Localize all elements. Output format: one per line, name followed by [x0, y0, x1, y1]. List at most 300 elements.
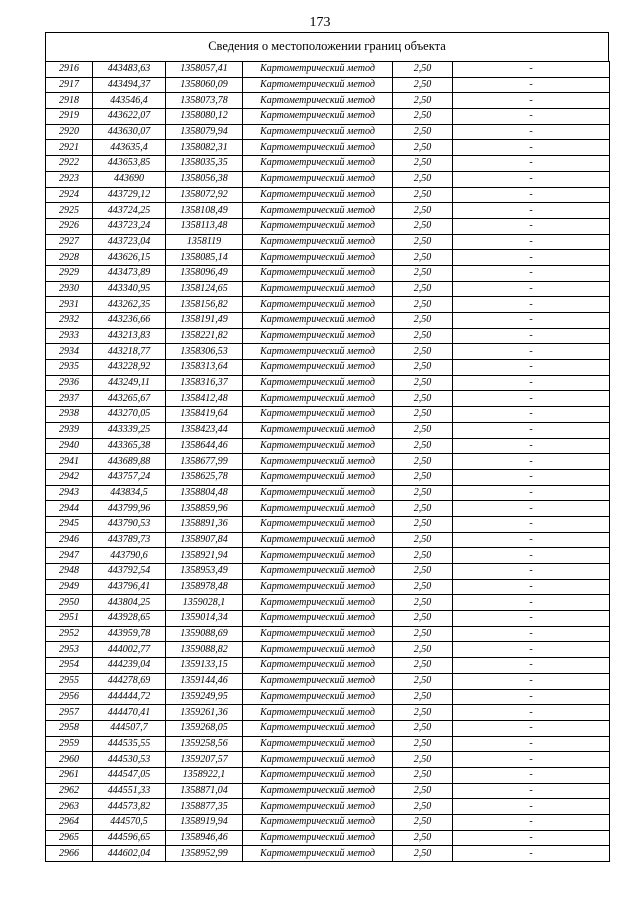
point-number-cell: 2928	[46, 250, 93, 266]
method-cell: Картометрический метод	[243, 799, 393, 815]
method-cell: Картометрический метод	[243, 736, 393, 752]
description-cell: -	[453, 752, 610, 768]
table-row	[46, 501, 610, 517]
x-coordinate-cell: 443723,04	[93, 234, 166, 250]
method-cell: Картометрический метод	[243, 767, 393, 783]
y-coordinate-cell: 1358677,99	[166, 454, 243, 470]
table-row	[46, 548, 610, 564]
table-row	[46, 736, 610, 752]
method-cell: Картометрический метод	[243, 344, 393, 360]
method-cell: Картометрический метод	[243, 720, 393, 736]
description-cell: -	[453, 736, 610, 752]
description-cell: -	[453, 846, 610, 862]
description-cell: -	[453, 265, 610, 281]
accuracy-cell: 2,50	[393, 673, 453, 689]
method-cell: Картометрический метод	[243, 234, 393, 250]
x-coordinate-cell: 443494,37	[93, 77, 166, 93]
y-coordinate-cell: 1358124,65	[166, 281, 243, 297]
description-cell: -	[453, 689, 610, 705]
table-row	[46, 156, 610, 172]
table-row	[46, 360, 610, 376]
method-cell: Картометрический метод	[243, 438, 393, 454]
description-cell: -	[453, 62, 610, 78]
method-cell: Картометрический метод	[243, 485, 393, 501]
boundary-table-sheet	[45, 32, 609, 862]
method-cell: Картометрический метод	[243, 422, 393, 438]
y-coordinate-cell: 1358877,35	[166, 799, 243, 815]
method-cell: Картометрический метод	[243, 407, 393, 423]
description-cell: -	[453, 579, 610, 595]
method-cell: Картометрический метод	[243, 109, 393, 125]
x-coordinate-cell: 444278,69	[93, 673, 166, 689]
point-number-cell: 2929	[46, 265, 93, 281]
table-row	[46, 611, 610, 627]
accuracy-cell: 2,50	[393, 689, 453, 705]
x-coordinate-cell: 443622,07	[93, 109, 166, 125]
method-cell: Картометрический метод	[243, 501, 393, 517]
y-coordinate-cell: 1358306,53	[166, 344, 243, 360]
table-body	[46, 62, 610, 862]
accuracy-cell: 2,50	[393, 767, 453, 783]
table-row	[46, 407, 610, 423]
accuracy-cell: 2,50	[393, 454, 453, 470]
table-row	[46, 783, 610, 799]
accuracy-cell: 2,50	[393, 642, 453, 658]
description-cell: -	[453, 187, 610, 203]
table-row	[46, 265, 610, 281]
accuracy-cell: 2,50	[393, 344, 453, 360]
table-row	[46, 689, 610, 705]
point-number-cell: 2951	[46, 611, 93, 627]
accuracy-cell: 2,50	[393, 187, 453, 203]
y-coordinate-cell: 1358073,78	[166, 93, 243, 109]
table-row	[46, 626, 610, 642]
accuracy-cell: 2,50	[393, 736, 453, 752]
description-cell: -	[453, 422, 610, 438]
description-cell: -	[453, 815, 610, 831]
y-coordinate-cell: 1358952,99	[166, 846, 243, 862]
x-coordinate-cell: 443834,5	[93, 485, 166, 501]
x-coordinate-cell: 444547,05	[93, 767, 166, 783]
y-coordinate-cell: 1358113,48	[166, 218, 243, 234]
x-coordinate-cell: 443630,07	[93, 124, 166, 140]
accuracy-cell: 2,50	[393, 658, 453, 674]
description-cell: -	[453, 156, 610, 172]
method-cell: Картометрический метод	[243, 187, 393, 203]
method-cell: Картометрический метод	[243, 375, 393, 391]
accuracy-cell: 2,50	[393, 140, 453, 156]
point-number-cell: 2965	[46, 830, 93, 846]
table-row	[46, 815, 610, 831]
description-cell: -	[453, 454, 610, 470]
accuracy-cell: 2,50	[393, 830, 453, 846]
y-coordinate-cell: 1359028,1	[166, 595, 243, 611]
x-coordinate-cell: 443626,15	[93, 250, 166, 266]
x-coordinate-cell: 444573,82	[93, 799, 166, 815]
description-cell: -	[453, 438, 610, 454]
description-cell: -	[453, 313, 610, 329]
point-number-cell: 2964	[46, 815, 93, 831]
y-coordinate-cell: 1358072,92	[166, 187, 243, 203]
y-coordinate-cell: 1358412,48	[166, 391, 243, 407]
point-number-cell: 2960	[46, 752, 93, 768]
accuracy-cell: 2,50	[393, 422, 453, 438]
x-coordinate-cell: 444535,55	[93, 736, 166, 752]
description-cell: -	[453, 234, 610, 250]
method-cell: Картометрический метод	[243, 77, 393, 93]
x-coordinate-cell: 443729,12	[93, 187, 166, 203]
accuracy-cell: 2,50	[393, 93, 453, 109]
table-row	[46, 720, 610, 736]
description-cell: -	[453, 767, 610, 783]
y-coordinate-cell: 1358922,1	[166, 767, 243, 783]
table-row	[46, 752, 610, 768]
table-row	[46, 767, 610, 783]
description-cell: -	[453, 485, 610, 501]
table-row	[46, 422, 610, 438]
point-number-cell: 2937	[46, 391, 93, 407]
x-coordinate-cell: 443653,85	[93, 156, 166, 172]
table-row	[46, 328, 610, 344]
x-coordinate-cell: 443928,65	[93, 611, 166, 627]
y-coordinate-cell: 1358316,37	[166, 375, 243, 391]
point-number-cell: 2945	[46, 516, 93, 532]
point-number-cell: 2927	[46, 234, 93, 250]
accuracy-cell: 2,50	[393, 109, 453, 125]
accuracy-cell: 2,50	[393, 626, 453, 642]
accuracy-cell: 2,50	[393, 328, 453, 344]
method-cell: Картометрический метод	[243, 469, 393, 485]
y-coordinate-cell: 1359207,57	[166, 752, 243, 768]
method-cell: Картометрический метод	[243, 265, 393, 281]
method-cell: Картометрический метод	[243, 705, 393, 721]
table-row	[46, 516, 610, 532]
accuracy-cell: 2,50	[393, 846, 453, 862]
method-cell: Картометрический метод	[243, 218, 393, 234]
point-number-cell: 2925	[46, 203, 93, 219]
description-cell: -	[453, 93, 610, 109]
point-number-cell: 2931	[46, 297, 93, 313]
x-coordinate-cell: 443959,78	[93, 626, 166, 642]
accuracy-cell: 2,50	[393, 720, 453, 736]
description-cell: -	[453, 611, 610, 627]
method-cell: Картометрический метод	[243, 360, 393, 376]
x-coordinate-cell: 443265,67	[93, 391, 166, 407]
point-number-cell: 2934	[46, 344, 93, 360]
x-coordinate-cell: 443789,73	[93, 532, 166, 548]
table-row	[46, 140, 610, 156]
x-coordinate-cell: 444002,77	[93, 642, 166, 658]
method-cell: Картометрический метод	[243, 564, 393, 580]
table-row	[46, 109, 610, 125]
table-row	[46, 595, 610, 611]
point-number-cell: 2940	[46, 438, 93, 454]
description-cell: -	[453, 203, 610, 219]
y-coordinate-cell: 1358644,46	[166, 438, 243, 454]
y-coordinate-cell: 1358953,49	[166, 564, 243, 580]
table-row	[46, 77, 610, 93]
y-coordinate-cell: 1358080,12	[166, 109, 243, 125]
point-number-cell: 2916	[46, 62, 93, 78]
table-row	[46, 391, 610, 407]
y-coordinate-cell: 1359014,34	[166, 611, 243, 627]
point-number-cell: 2932	[46, 313, 93, 329]
point-number-cell: 2953	[46, 642, 93, 658]
point-number-cell: 2947	[46, 548, 93, 564]
table-row	[46, 234, 610, 250]
point-number-cell: 2957	[46, 705, 93, 721]
description-cell: -	[453, 140, 610, 156]
accuracy-cell: 2,50	[393, 265, 453, 281]
description-cell: -	[453, 548, 610, 564]
x-coordinate-cell: 443262,35	[93, 297, 166, 313]
point-number-cell: 2962	[46, 783, 93, 799]
description-cell: -	[453, 344, 610, 360]
y-coordinate-cell: 1358221,82	[166, 328, 243, 344]
x-coordinate-cell: 443799,96	[93, 501, 166, 517]
method-cell: Картометрический метод	[243, 281, 393, 297]
y-coordinate-cell: 1358057,41	[166, 62, 243, 78]
method-cell: Картометрический метод	[243, 830, 393, 846]
point-number-cell: 2930	[46, 281, 93, 297]
point-number-cell: 2959	[46, 736, 93, 752]
method-cell: Картометрический метод	[243, 124, 393, 140]
method-cell: Картометрический метод	[243, 203, 393, 219]
table-row	[46, 564, 610, 580]
point-number-cell: 2950	[46, 595, 93, 611]
accuracy-cell: 2,50	[393, 501, 453, 517]
y-coordinate-cell: 1358804,48	[166, 485, 243, 501]
x-coordinate-cell: 443804,25	[93, 595, 166, 611]
point-number-cell: 2958	[46, 720, 93, 736]
accuracy-cell: 2,50	[393, 203, 453, 219]
y-coordinate-cell: 1359249,95	[166, 689, 243, 705]
accuracy-cell: 2,50	[393, 815, 453, 831]
accuracy-cell: 2,50	[393, 752, 453, 768]
table-row	[46, 469, 610, 485]
table-row	[46, 673, 610, 689]
point-number-cell: 2944	[46, 501, 93, 517]
description-cell: -	[453, 658, 610, 674]
accuracy-cell: 2,50	[393, 391, 453, 407]
y-coordinate-cell: 1359268,05	[166, 720, 243, 736]
x-coordinate-cell: 443365,38	[93, 438, 166, 454]
x-coordinate-cell: 443270,05	[93, 407, 166, 423]
x-coordinate-cell: 444570,5	[93, 815, 166, 831]
description-cell: -	[453, 250, 610, 266]
x-coordinate-cell: 443790,53	[93, 516, 166, 532]
point-number-cell: 2917	[46, 77, 93, 93]
description-cell: -	[453, 516, 610, 532]
accuracy-cell: 2,50	[393, 313, 453, 329]
description-cell: -	[453, 77, 610, 93]
method-cell: Картометрический метод	[243, 846, 393, 862]
accuracy-cell: 2,50	[393, 705, 453, 721]
accuracy-cell: 2,50	[393, 564, 453, 580]
x-coordinate-cell: 443690	[93, 171, 166, 187]
accuracy-cell: 2,50	[393, 799, 453, 815]
description-cell: -	[453, 375, 610, 391]
point-number-cell: 2935	[46, 360, 93, 376]
x-coordinate-cell: 443689,88	[93, 454, 166, 470]
y-coordinate-cell: 1359133,15	[166, 658, 243, 674]
accuracy-cell: 2,50	[393, 124, 453, 140]
x-coordinate-cell: 443796,41	[93, 579, 166, 595]
point-number-cell: 2922	[46, 156, 93, 172]
point-number-cell: 2938	[46, 407, 93, 423]
y-coordinate-cell: 1358079,94	[166, 124, 243, 140]
point-number-cell: 2954	[46, 658, 93, 674]
method-cell: Картометрический метод	[243, 642, 393, 658]
table-row	[46, 250, 610, 266]
accuracy-cell: 2,50	[393, 218, 453, 234]
x-coordinate-cell: 443249,11	[93, 375, 166, 391]
accuracy-cell: 2,50	[393, 375, 453, 391]
table-row	[46, 187, 610, 203]
y-coordinate-cell: 1358423,44	[166, 422, 243, 438]
method-cell: Картометрический метод	[243, 689, 393, 705]
y-coordinate-cell: 1358891,36	[166, 516, 243, 532]
table-row	[46, 218, 610, 234]
description-cell: -	[453, 830, 610, 846]
y-coordinate-cell: 1358419,64	[166, 407, 243, 423]
point-number-cell: 2939	[46, 422, 93, 438]
point-number-cell: 2961	[46, 767, 93, 783]
accuracy-cell: 2,50	[393, 77, 453, 93]
table-row	[46, 171, 610, 187]
accuracy-cell: 2,50	[393, 532, 453, 548]
table-row	[46, 313, 610, 329]
accuracy-cell: 2,50	[393, 595, 453, 611]
method-cell: Картометрический метод	[243, 611, 393, 627]
method-cell: Картометрический метод	[243, 532, 393, 548]
y-coordinate-cell: 1358946,46	[166, 830, 243, 846]
table-row	[46, 642, 610, 658]
description-cell: -	[453, 799, 610, 815]
method-cell: Картометрический метод	[243, 516, 393, 532]
x-coordinate-cell: 443790,6	[93, 548, 166, 564]
accuracy-cell: 2,50	[393, 485, 453, 501]
x-coordinate-cell: 444444,72	[93, 689, 166, 705]
y-coordinate-cell: 1358313,64	[166, 360, 243, 376]
table-row	[46, 579, 610, 595]
x-coordinate-cell: 443757,24	[93, 469, 166, 485]
table-row	[46, 846, 610, 862]
method-cell: Картометрический метод	[243, 62, 393, 78]
y-coordinate-cell: 1359261,36	[166, 705, 243, 721]
x-coordinate-cell: 443218,77	[93, 344, 166, 360]
method-cell: Картометрический метод	[243, 626, 393, 642]
point-number-cell: 2948	[46, 564, 93, 580]
accuracy-cell: 2,50	[393, 281, 453, 297]
method-cell: Картометрический метод	[243, 328, 393, 344]
description-cell: -	[453, 218, 610, 234]
point-number-cell: 2926	[46, 218, 93, 234]
accuracy-cell: 2,50	[393, 407, 453, 423]
y-coordinate-cell: 1358907,84	[166, 532, 243, 548]
point-number-cell: 2933	[46, 328, 93, 344]
point-number-cell: 2920	[46, 124, 93, 140]
x-coordinate-cell: 443339,25	[93, 422, 166, 438]
method-cell: Картометрический метод	[243, 454, 393, 470]
accuracy-cell: 2,50	[393, 297, 453, 313]
x-coordinate-cell: 444551,33	[93, 783, 166, 799]
description-cell: -	[453, 595, 610, 611]
x-coordinate-cell: 443546,4	[93, 93, 166, 109]
description-cell: -	[453, 281, 610, 297]
table-row	[46, 297, 610, 313]
page-number: 173	[309, 15, 331, 30]
description-cell: -	[453, 532, 610, 548]
method-cell: Картометрический метод	[243, 313, 393, 329]
y-coordinate-cell: 1358056,38	[166, 171, 243, 187]
method-cell: Картометрический метод	[243, 579, 393, 595]
method-cell: Картометрический метод	[243, 658, 393, 674]
description-cell: -	[453, 469, 610, 485]
x-coordinate-cell: 443236,66	[93, 313, 166, 329]
point-number-cell: 2936	[46, 375, 93, 391]
x-coordinate-cell: 443724,25	[93, 203, 166, 219]
accuracy-cell: 2,50	[393, 783, 453, 799]
table-row	[46, 485, 610, 501]
description-cell: -	[453, 673, 610, 689]
accuracy-cell: 2,50	[393, 516, 453, 532]
x-coordinate-cell: 444507,7	[93, 720, 166, 736]
point-number-cell: 2918	[46, 93, 93, 109]
x-coordinate-cell: 444530,53	[93, 752, 166, 768]
table-row	[46, 203, 610, 219]
point-number-cell: 2924	[46, 187, 93, 203]
table-row	[46, 454, 610, 470]
x-coordinate-cell: 444596,65	[93, 830, 166, 846]
y-coordinate-cell: 1358156,82	[166, 297, 243, 313]
x-coordinate-cell: 443723,24	[93, 218, 166, 234]
accuracy-cell: 2,50	[393, 548, 453, 564]
point-number-cell: 2963	[46, 799, 93, 815]
accuracy-cell: 2,50	[393, 171, 453, 187]
x-coordinate-cell: 443228,92	[93, 360, 166, 376]
description-cell: -	[453, 124, 610, 140]
description-cell: -	[453, 705, 610, 721]
method-cell: Картометрический метод	[243, 673, 393, 689]
description-cell: -	[453, 564, 610, 580]
point-number-cell: 2919	[46, 109, 93, 125]
table-row	[46, 124, 610, 140]
table-row	[46, 62, 610, 78]
point-number-cell: 2943	[46, 485, 93, 501]
description-cell: -	[453, 109, 610, 125]
method-cell: Картометрический метод	[243, 595, 393, 611]
x-coordinate-cell: 443340,95	[93, 281, 166, 297]
accuracy-cell: 2,50	[393, 469, 453, 485]
y-coordinate-cell: 1358871,04	[166, 783, 243, 799]
table-row	[46, 438, 610, 454]
description-cell: -	[453, 501, 610, 517]
table-row	[46, 93, 610, 109]
description-cell: -	[453, 297, 610, 313]
x-coordinate-cell: 443213,83	[93, 328, 166, 344]
table-row	[46, 532, 610, 548]
accuracy-cell: 2,50	[393, 438, 453, 454]
method-cell: Картометрический метод	[243, 250, 393, 266]
point-number-cell: 2955	[46, 673, 93, 689]
accuracy-cell: 2,50	[393, 234, 453, 250]
x-coordinate-cell: 444239,04	[93, 658, 166, 674]
x-coordinate-cell: 444470,41	[93, 705, 166, 721]
y-coordinate-cell: 1358096,49	[166, 265, 243, 281]
point-number-cell: 2946	[46, 532, 93, 548]
y-coordinate-cell: 1358625,78	[166, 469, 243, 485]
